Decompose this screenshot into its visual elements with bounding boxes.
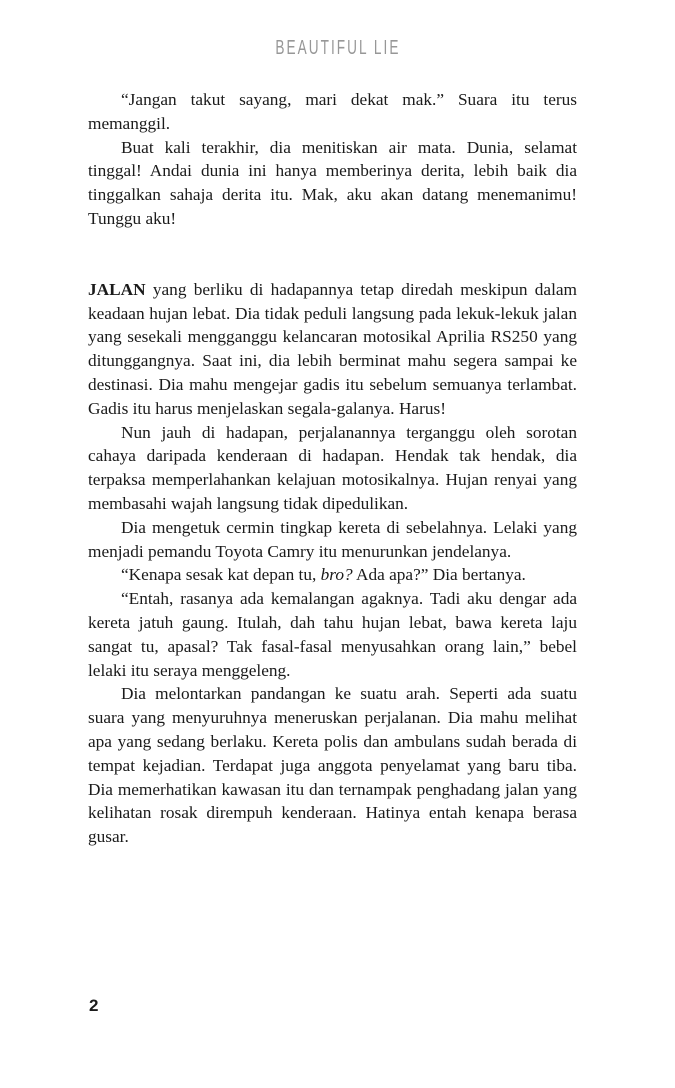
text-segment: Buat kali terakhir, dia menitiskan air mata. Dunia, selamat tinggal! Andai dunia ini hanya memberinya derita, lebih baik dia tinggalkan sahaja derita itu. Mak, aku akan datang menemanimu! Tunggu aku! bbox=[88, 137, 577, 228]
text-segment: “Entah, rasanya ada kemalangan agaknya. Tadi aku dengar ada kereta jatuh gaung. Itulah, dah tahu hujan lebat, bawa kereta laju sangat tu, apasal? Tak fasal-fasal menyusahkan orang lain,” bebel lelaki itu seraya menggeleng. bbox=[88, 589, 577, 680]
page-number: 2 bbox=[89, 996, 99, 1015]
text-segment: Nun jauh di hadapan, perjalanannya terganggu oleh sorotan cahaya daripada kenderaan di hadapan. Hendak tak hendak, dia terpaksa memperlahankan kelajuan motosikalnya. Hujan renyai yang membasahi wajah langsung tidak dipedulikan. bbox=[88, 422, 577, 513]
text-segment: Dia mengetuk cermin tingkap kereta di sebelahnya. Lelaki yang menjadi pemandu Toyota Camry itu menurunkan jendelanya. bbox=[88, 517, 577, 561]
text-segment: JALAN bbox=[88, 279, 146, 299]
text-segment: “Jangan takut sayang, mari dekat mak.” Suara itu terus memanggil. bbox=[88, 90, 577, 133]
text-segment: bro? bbox=[320, 565, 353, 585]
book-title: BEAUTIFUL LIE bbox=[274, 37, 401, 59]
text-segment: Ada apa?” Dia bertanya. bbox=[352, 565, 526, 585]
paragraph bbox=[88, 421, 577, 516]
text-segment: “Kenapa sesak kat depan tu, bbox=[121, 565, 321, 585]
paragraph bbox=[88, 682, 577, 849]
paragraph bbox=[88, 88, 577, 136]
paragraph bbox=[88, 563, 577, 587]
paragraph bbox=[88, 136, 577, 231]
text-segment: yang berliku di hadapannya tetap diredah meskipun dalam keadaan hujan lebat. Dia tidak peduli langsung pada lekuk-lekuk jalan yang sesekali mengganggu kelancaran motosikal Aprilia RS250 yang ditunggangnya. Saat ini, dia lebih berminat mahu segera sampai ke destinasi. Dia mahu mengejar gadis itu sebelum semuanya terlambat. Gadis itu harus menjelaskan segala-galanya. Harus! bbox=[88, 279, 577, 418]
paragraph bbox=[88, 587, 577, 682]
running-header bbox=[0, 37, 675, 60]
text-segment: Dia melontarkan pandangan ke suatu arah. Seperti ada suatu suara yang menyuruhnya meneruskan perjalanan. Dia mahu melihat apa yang sedang berlaku. Kereta polis dan ambulans sudah berada di tempat kejadian. Terdapat juga anggota penyelamat yang baru tiba. Dia memerhatikan kawasan itu dan ternampak penghadang jalan yang kelihatan rosak dirempuh kenderaan. Hatinya entah kenapa berasa gusar. bbox=[88, 684, 577, 847]
body-text bbox=[88, 88, 577, 849]
paragraph bbox=[88, 278, 577, 421]
paragraph bbox=[88, 516, 577, 564]
